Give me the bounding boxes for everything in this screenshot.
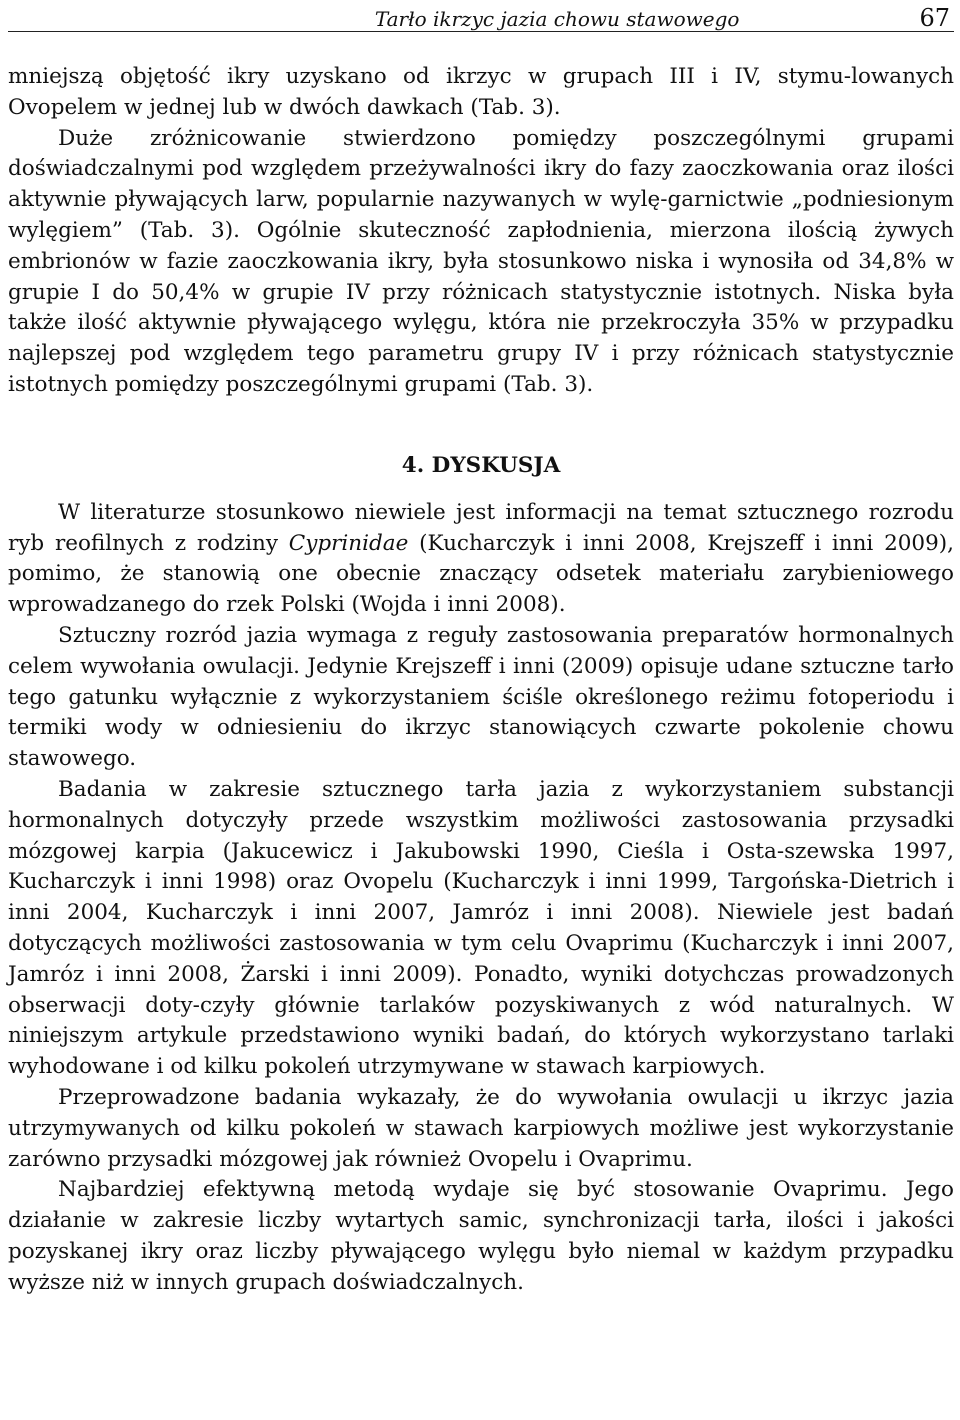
page-number: 67: [919, 4, 950, 32]
family-name-italic: Cyprinidae: [288, 530, 409, 556]
running-header: [8, 0, 954, 32]
section-heading-discussion: 4. DYSKUSJA: [401, 452, 561, 478]
discussion-paragraph-2: Sztuczny rozród jazia wymaga z reguły zastosowania preparatów hormonalnych celem wywołania owulacji. Jedynie Krejszeff i inni (2009) opisuje udane sztuczne tarło tego gatunku wyłącznie z wykorzystaniem ściśle określonego reżimu fotoperiodu i termiki wody w odniesieniu do ikrzyc stanowiących czwarte pokolenie chowu stawowego.: [8, 622, 954, 772]
discussion-paragraph-1-end: (Kucharczyk i inni 2008, Krejszeff i inni 2009), pomimo, że stanowią one obecnie znaczący odsetek materiału zarybieniowego wprowadzanego do rzek Polski (Wojda i inni 2008).: [8, 530, 955, 618]
running-title: Tarło ikrzyc jazia chowu stawowego: [374, 7, 740, 31]
results-paragraph-2: Duże zróżnicowanie stwierdzono pomiędzy poszczególnymi grupami doświadczalnymi pod względem przeżywalności ikry do fazy zaoczkowania oraz ilości aktywnie pływających larw, popularnie nazywanych w wylę-garnictwie „podniesionym wylęgiem” (Tab. 3). Ogólnie skuteczność zapłodnienia, mierzona ilością żywych embrionów w fazie zaoczkowania ikry, była stosunkowo niska i wynosiła od 34,8% w grupie I do 50,4% w grupie IV przy różnicach statystycznie istotnych. Niska była także ilość aktywnie pływającego wylęgu, która nie przekroczyła 35% w przypadku najlepszej pod względem tego parametru grupy IV i przy różnicach statystycznie istotnych pomiędzy poszczególnymi grupami (Tab. 3).: [8, 125, 954, 397]
discussion-paragraph-3: Badania w zakresie sztucznego tarła jazia z wykorzystaniem substancji hormonalnych dotyczyły przede wszystkim możliwości zastosowania przysadki mózgowej karpia (Jakucewicz i Jakubowski 1990, Cieśla i Osta-szewska 1997, Kucharczyk i inni 1998) oraz Ovopelu (Kucharczyk i inni 1999, Targońska-Dietrich i inni 2004, Kucharczyk i inni 2007, Jamróz i inni 2008). Niewiele jest badań dotyczących możliwości zastosowania w tym celu Ovaprimu (Kucharczyk i inni 2007, Jamróz i inni 2008, Żarski i inni 2009). Ponadto, wyniki dotychczas prowadzonych obserwacji doty-czyły głównie tarlaków pozyskiwanych z wód naturalnych. W niniejszym artykule przedstawiono wyniki badań, do których wykorzystano tarlaki wyhodowane i od kilku pokoleń utrzymywane w stawach karpiowych.: [8, 776, 954, 1080]
results-paragraph-1: mniejszą objętość ikry uzyskano od ikrzyc w grupach III i IV, stymu-lowanych Ovopelem w jednej lub w dwóch dawkach (Tab. 3).: [8, 64, 954, 120]
discussion-paragraph-4: Przeprowadzone badania wykazały, że do wywołania owulacji u ikrzyc jazia utrzymywanych od kilku pokoleń w stawach karpiowych możliwe jest wykorzystanie zarówno przysadki mózgowej jak również Ovopelu i Ovaprimu.: [8, 1084, 954, 1172]
document-page: [8, 0, 954, 1298]
discussion-paragraph-1: [8, 498, 954, 621]
discussion-paragraph-5: Najbardziej efektywną metodą wydaje się być stosowanie Ovaprimu. Jego działanie w zakresie liczby wytartych samic, synchronizacji tarła, ilości i jakości pozyskanej ikry oraz liczby pływającego wylęgu było niemal w każdym przypadku wyższe niż w innych grupach doświadczalnych.: [8, 1177, 954, 1295]
discussion-paragraph-1-start: W literaturze stosunkowo niewiele jest informacji na temat sztucznego rozrodu ryb reofilnych z rodziny: [8, 499, 954, 556]
